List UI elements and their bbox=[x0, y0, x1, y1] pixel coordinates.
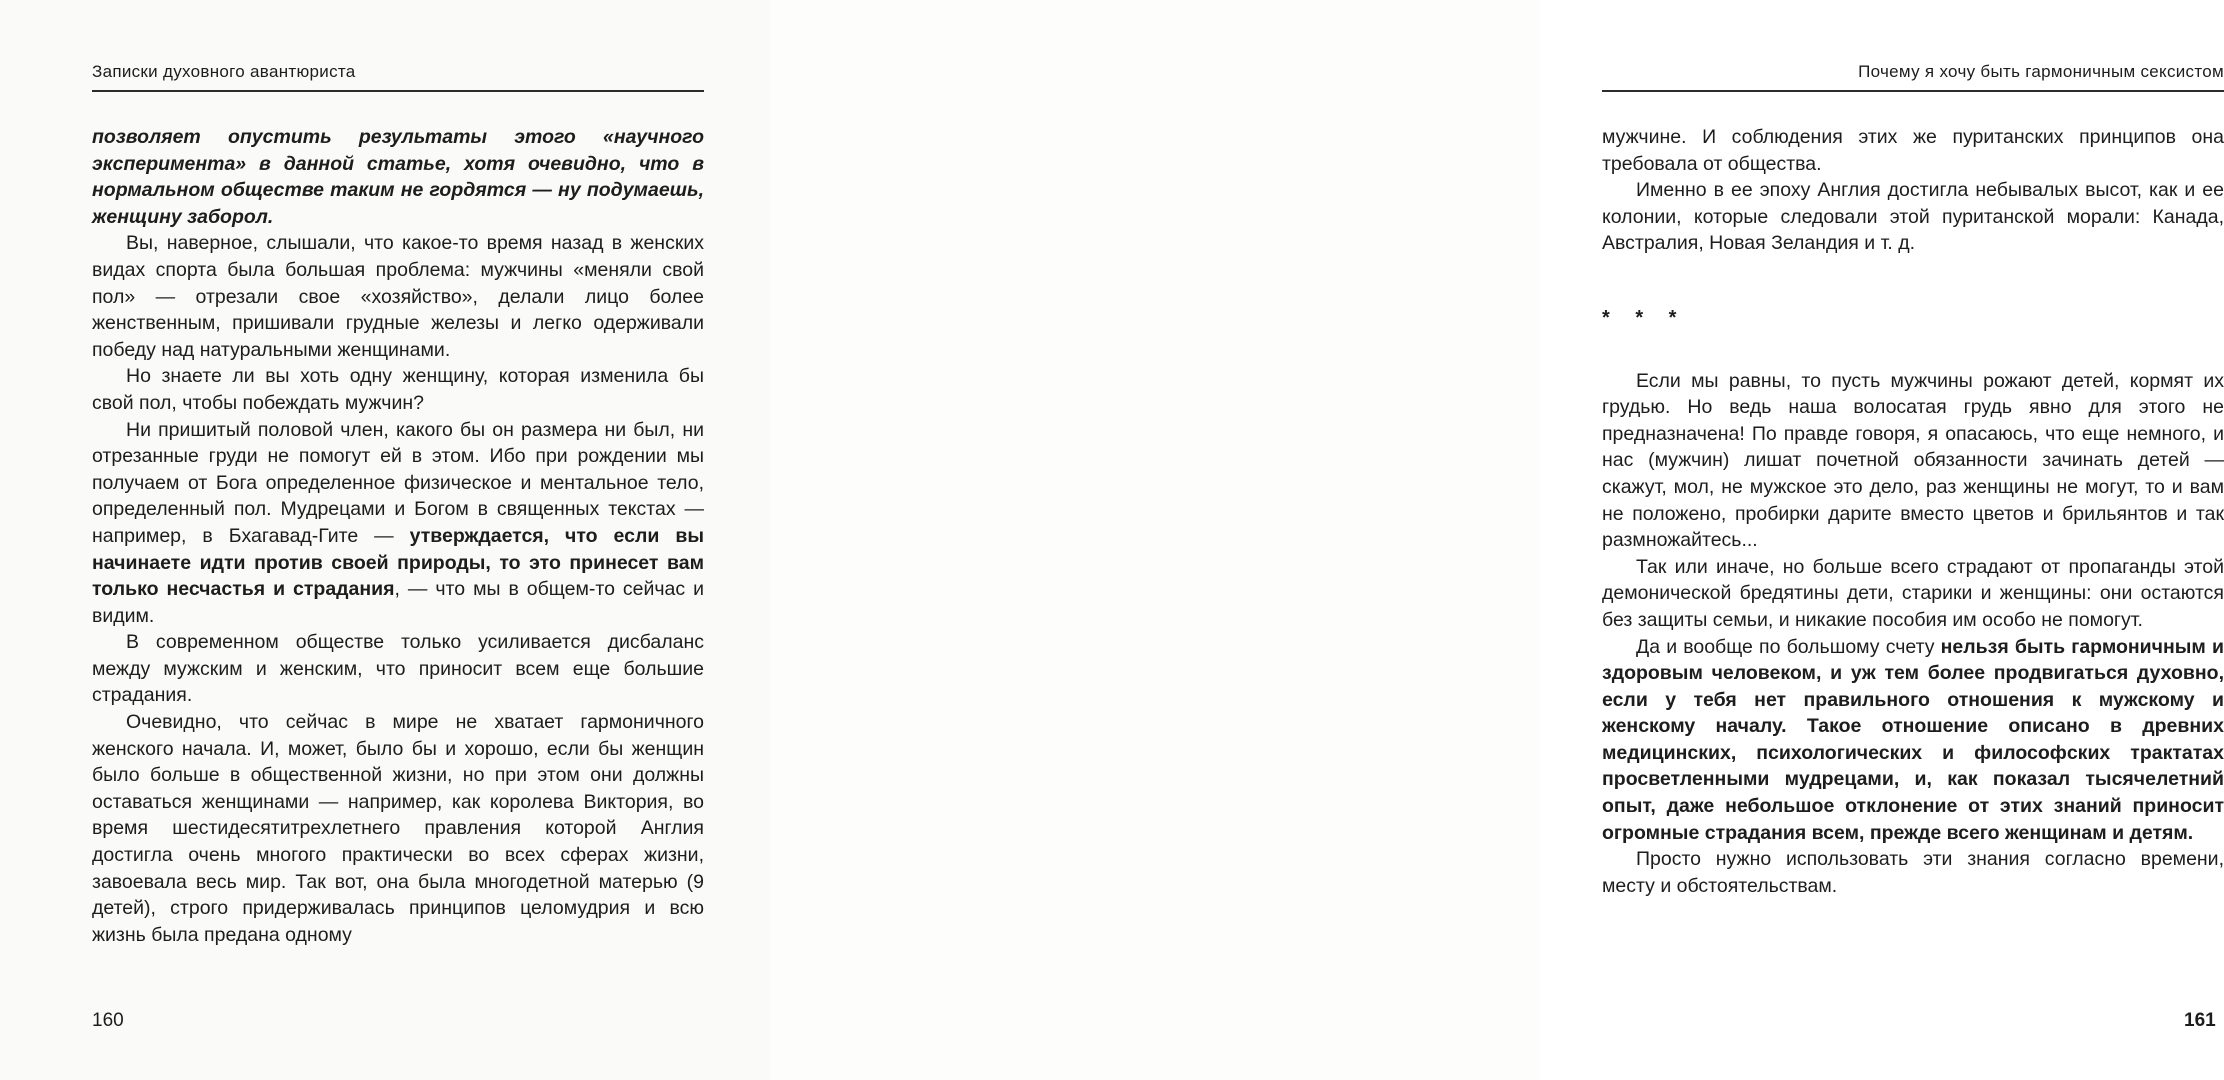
left-page-body bbox=[92, 124, 704, 948]
paragraph: позволяет опустить результаты этого «научного эксперимента» в данной статье, хотя очевидно, что в нормальном обществе таким не гордятся — ну подумаешь, женщину заборол. bbox=[92, 126, 704, 228]
left-page bbox=[0, 0, 770, 1080]
left-running-header bbox=[92, 58, 704, 92]
right-header-text: Почему я хочу быть гармоничным сексистом bbox=[1858, 62, 2224, 81]
section-separator: * * * bbox=[1602, 306, 1687, 329]
paragraph-text: Да и вообще по большому счету bbox=[1636, 635, 1941, 658]
paragraph: Если мы равны, то пусть мужчины рожают детей, кормят их грудью. Но ведь наша волосатая грудь явно для этого не предназначена! По правде говоря, я опасаюсь, что еще немного, и нас (мужчин) лишат почетной обязанности зачинать детей — скажут, мол, не мужское это дело, раз женщины не могут, то и вам не положено, пробирки дарите вместо цветов и брильянтов и так размножайтесь... bbox=[1602, 369, 2224, 552]
bold-emphasis: нельзя быть гармоничным и здоровым человеком, и уж тем более продвигаться духовно, если у тебя нет правильного отношения к мужскому и женскому началу. Такое отношение описано в древних медицинских, психологических и философских трактатах просветленными мудрецами, и, как показал тысячелетний опыт, даже небольшое отклонение от этих знаний приносит огромные страдания всем, прежде всего женщинам и детям. bbox=[1602, 635, 2224, 844]
paragraph: мужчине. И соблюдения этих же пуританских принципов она требовала от общества. bbox=[1602, 126, 2224, 175]
paragraph-text: Ни пришитый половой член, какого бы он размера ни был, ни отрезанные груди не помогут ей в этом. Ибо при рождении мы получаем от Бога определенное физическое и ментальное тело, определенный пол. Мудрецами и Богом в священных текстах — например, в Бхагавад-Гите — bbox=[92, 418, 704, 547]
right-running-header bbox=[1602, 58, 2224, 92]
paragraph: Вы, наверное, слышали, что какое-то время назад в женских видах спорта была большая проблема: мужчины «меняли свой пол» — отрезали свое «хозяйство», делали лицо более женственным, пришивали грудные железы и легко одерживали победу над натуральными женщинами. bbox=[92, 232, 704, 361]
right-page bbox=[770, 0, 2224, 1080]
right-page-number: 161 bbox=[2184, 1010, 2216, 1031]
paragraph: Просто нужно использовать эти знания согласно времени, месту и обстоятельствам. bbox=[1602, 848, 2224, 897]
paragraph: Именно в ее эпоху Англия достигла небывалых высот, как и ее колонии, которые следовали этой пуританской морали: Канада, Австралия, Новая Зеландия и т. д. bbox=[1602, 179, 2224, 255]
paragraph: Очевидно, что сейчас в мире не хватает гармоничного женского начала. И, может, было бы и хорошо, если бы женщин было больше в общественной жизни, но при этом они должны оставаться женщинами — например, как королева Виктория, во время шестидесятитрехлетнего правления которой Англия достигла очень многого практически во всех сферах жизни, завоевала весь мир. Так вот, она была многодетной матерью (9 детей), строго придерживалась принципов целомудрия и всю жизнь была предана одному bbox=[92, 711, 704, 946]
paragraph: Так или иначе, но больше всего страдают от пропаганды этой демонической бредятины дети, старики и женщины: они остаются без защиты семьи, и никакие пособия им особо не помогут. bbox=[1602, 555, 2224, 631]
bold-emphasis: утверждается, что если вы начинаете идти против своей природы, то это принесет вам только несчастья и страдания bbox=[92, 524, 704, 601]
paragraph bbox=[1602, 634, 2224, 847]
paragraph-text: , — что мы в общем-то сейчас и видим. bbox=[92, 578, 704, 627]
left-page-number: 160 bbox=[92, 1010, 124, 1031]
paragraph: Но знаете ли вы хоть одну женщину, которая изменила бы свой пол, чтобы побеждать мужчин? bbox=[92, 365, 704, 414]
left-header-text: Записки духовного авантюриста bbox=[92, 62, 356, 81]
paragraph: В современном обществе только усиливается дисбаланс между мужским и женским, что приносит всем еще большие страдания. bbox=[92, 631, 704, 707]
paragraph bbox=[92, 417, 704, 630]
right-page-body bbox=[1602, 124, 2224, 899]
